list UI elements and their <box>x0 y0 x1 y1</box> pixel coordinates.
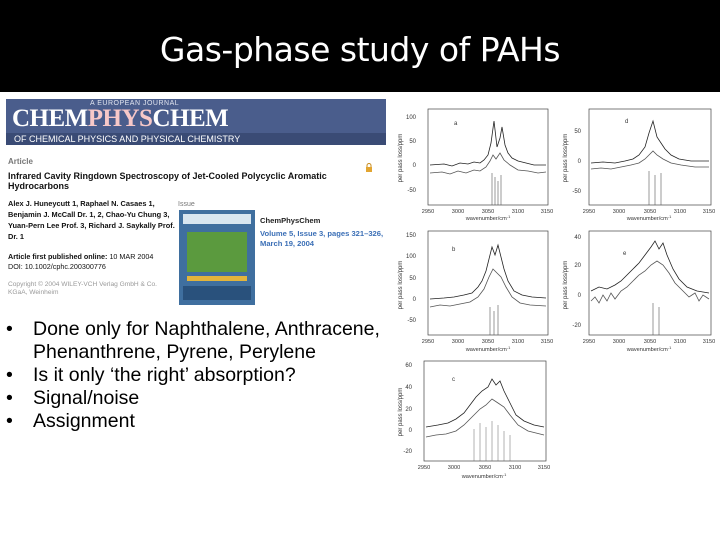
lock-icon <box>365 163 373 172</box>
title-bar <box>0 0 720 92</box>
issue-label: Issue <box>178 201 195 208</box>
x-tick-label: 3050 <box>643 209 657 215</box>
x-tick-label: 3050 <box>643 339 657 345</box>
y-axis-label: per pass loss/ppm <box>398 260 404 310</box>
plot-frame <box>589 109 711 205</box>
x-tick-label: 3000 <box>451 209 465 215</box>
spectrum-svg-a <box>394 103 554 221</box>
y-tick-label: 40 <box>574 235 581 241</box>
journal-eyebrow: A EUROPEAN JOURNAL <box>90 100 180 107</box>
x-axis-label <box>626 345 672 353</box>
plot-frame <box>589 231 711 335</box>
y-tick-label: 0 <box>577 159 581 165</box>
y-tick-label: 0 <box>412 297 416 303</box>
x-axis-label-superscript: -1 <box>667 345 672 350</box>
y-tick-label: 0 <box>577 293 581 299</box>
spectrum-trace-2 <box>591 151 709 169</box>
x-axis-label-text: wavenumber/cm <box>465 216 507 221</box>
panel-label: d <box>625 119 629 125</box>
bullet-dot: • <box>6 364 13 386</box>
spectrum-svg-d <box>559 103 719 221</box>
y-tick-label: -50 <box>572 189 581 195</box>
article-authors: Alex J. Huneycutt 1, Raphael N. Casaes 1, Benjamin J. McCall Dr. 1, 2, Chao-Yu Chung 3, Yuan-Pern Lee Prof. 3, Richard J. Saykally Prof. Dr. 1 <box>8 199 175 241</box>
journal-logo <box>12 105 228 133</box>
spectrum-trace-2 <box>591 261 709 303</box>
x-axis-label <box>465 214 511 221</box>
bullet-item <box>6 318 386 364</box>
spectrum-trace-2 <box>426 399 544 437</box>
spectrum-svg-c <box>394 357 554 482</box>
published-date: 10 MAR 2004 <box>109 252 154 261</box>
spectrum-trace-2 <box>430 269 546 307</box>
y-tick-label: -20 <box>403 449 412 455</box>
bullet-text: Assignment <box>33 410 135 432</box>
journal-subtitle: OF CHEMICAL PHYSICS AND PHYSICAL CHEMISTRY <box>6 133 386 145</box>
journal-banner <box>6 99 386 145</box>
cover-footer <box>183 286 251 300</box>
x-axis-label <box>465 345 511 353</box>
y-axis-label: per pass loss/ppm <box>563 260 569 310</box>
x-tick-label: 3150 <box>702 339 716 345</box>
cover-masthead <box>183 214 251 224</box>
x-tick-label: 3000 <box>612 339 626 345</box>
cover-stripe <box>187 276 247 281</box>
x-tick-label: 3050 <box>481 339 495 345</box>
published-label: Article first published online: <box>8 252 108 261</box>
journal-cover-image <box>179 210 255 305</box>
bullet-dot: • <box>6 410 13 432</box>
panel-label: e <box>623 251 627 257</box>
x-axis-label-superscript: -1 <box>667 214 672 219</box>
x-axis-label <box>626 214 672 221</box>
x-tick-label: 2950 <box>582 209 596 215</box>
y-tick-label: 150 <box>405 233 416 239</box>
plot-frame <box>424 361 546 461</box>
y-tick-label: 0 <box>412 163 416 169</box>
y-tick-label: 60 <box>405 363 412 369</box>
x-axis-label-text: wavenumber/cm <box>465 347 507 353</box>
y-tick-label: 50 <box>409 276 416 282</box>
spectrum-trace-1 <box>591 121 709 163</box>
plot-frame <box>428 109 548 205</box>
y-axis-label: per pass loss/ppm <box>398 387 404 437</box>
x-tick-label: 2950 <box>421 209 435 215</box>
bullet-item <box>6 410 386 433</box>
x-tick-label: 2950 <box>582 339 596 345</box>
journal-logo-chem: CHEM <box>12 105 88 132</box>
x-tick-label: 3150 <box>540 209 554 215</box>
article-title[interactable]: Infrared Cavity Ringdown Spectroscopy of Jet-Cooled Polycyclic Aromatic Hydrocarbons <box>8 171 327 191</box>
y-tick-label: -20 <box>572 323 581 329</box>
x-tick-label: 3050 <box>481 209 495 215</box>
journal-logo-chem2: CHEM <box>152 105 229 132</box>
spectrum-panel-b <box>394 225 554 353</box>
bullet-text: Done only for Naphthalene, Anthracene, Phenanthrene, Pyrene, Perylene <box>33 318 380 363</box>
article-publication-info <box>8 252 180 272</box>
x-axis-label <box>461 472 507 480</box>
cover-artwork <box>187 232 247 272</box>
spectrum-panel-e <box>559 225 719 353</box>
x-tick-label: 3000 <box>451 339 465 345</box>
article-clipping <box>6 99 386 305</box>
x-tick-label: 3100 <box>508 465 522 471</box>
x-tick-label: 3100 <box>511 339 525 345</box>
article-copyright: Copyright © 2004 WILEY-VCH Verlag GmbH & Co. KGaA, Weinheim <box>8 281 158 296</box>
panel-label: b <box>452 247 456 253</box>
spectrum-panel-c <box>394 357 554 482</box>
y-tick-label: 100 <box>405 115 416 121</box>
bullet-text: Signal/noise <box>33 387 140 409</box>
bullet-text: Is it only ‘the right’ absorption? <box>33 364 296 386</box>
x-tick-label: 3100 <box>511 209 525 215</box>
y-tick-label: 50 <box>409 139 416 145</box>
bullet-item <box>6 364 386 387</box>
y-tick-label: -50 <box>407 318 416 324</box>
x-tick-label: 3000 <box>612 209 626 215</box>
x-tick-label: 3050 <box>478 465 492 471</box>
x-axis-label-superscript: -1 <box>502 472 507 477</box>
x-tick-label: 3150 <box>540 339 554 345</box>
journal-logo-phys: PHYS <box>87 105 153 132</box>
article-section-label: Article <box>8 157 33 166</box>
y-tick-label: 0 <box>408 428 412 434</box>
spectrum-svg-e <box>559 225 719 353</box>
x-axis-label-text: wavenumber/cm <box>461 474 503 480</box>
y-tick-label: 20 <box>405 407 412 413</box>
bullet-item <box>6 387 386 410</box>
x-tick-label: 3150 <box>537 465 551 471</box>
panel-label: a <box>454 121 458 127</box>
panel-label: c <box>452 377 455 383</box>
spectrum-trace-1 <box>426 379 544 427</box>
x-tick-label: 3100 <box>673 209 687 215</box>
x-axis-label-superscript: -1 <box>506 214 511 219</box>
cover-info <box>260 216 384 249</box>
x-tick-label: 2950 <box>417 465 431 471</box>
cover-volume-link[interactable]: Volume 5, Issue 3, pages 321–326, March 19, 2004 <box>260 229 384 248</box>
article-doi[interactable]: DOI: 10.1002/cphc.200300776 <box>8 262 106 271</box>
x-tick-label: 3100 <box>673 339 687 345</box>
y-axis-label: per pass loss/ppm <box>563 133 569 183</box>
bullet-dot: • <box>6 387 13 409</box>
bullet-dot: • <box>6 318 13 340</box>
plot-frame <box>428 231 548 335</box>
spectrum-trace-1 <box>430 245 546 299</box>
y-tick-label: 50 <box>574 129 581 135</box>
spectrum-trace-1 <box>591 241 709 293</box>
spectrum-panel-a <box>394 103 554 221</box>
y-axis-label: per pass loss/ppm <box>398 133 404 183</box>
spectrum-svg-b <box>394 225 554 353</box>
y-tick-label: 100 <box>405 254 416 260</box>
x-tick-label: 3000 <box>447 465 461 471</box>
x-tick-label: 2950 <box>421 339 435 345</box>
bullet-list <box>6 318 386 433</box>
x-tick-label: 3150 <box>702 209 716 215</box>
y-tick-label: 40 <box>405 385 412 391</box>
y-tick-label: -50 <box>407 188 416 194</box>
spectrum-trace-1 <box>430 121 546 166</box>
x-axis-label-superscript: -1 <box>506 345 511 350</box>
y-tick-label: 20 <box>574 263 581 269</box>
spectrum-panel-d <box>559 103 719 221</box>
x-axis-label-text: wavenumber/cm <box>626 216 668 221</box>
cover-journal-name: ChemPhysChem <box>260 216 321 225</box>
slide-title: Gas-phase study of PAHs <box>159 30 561 69</box>
x-axis-label-text: wavenumber/cm <box>626 347 668 353</box>
